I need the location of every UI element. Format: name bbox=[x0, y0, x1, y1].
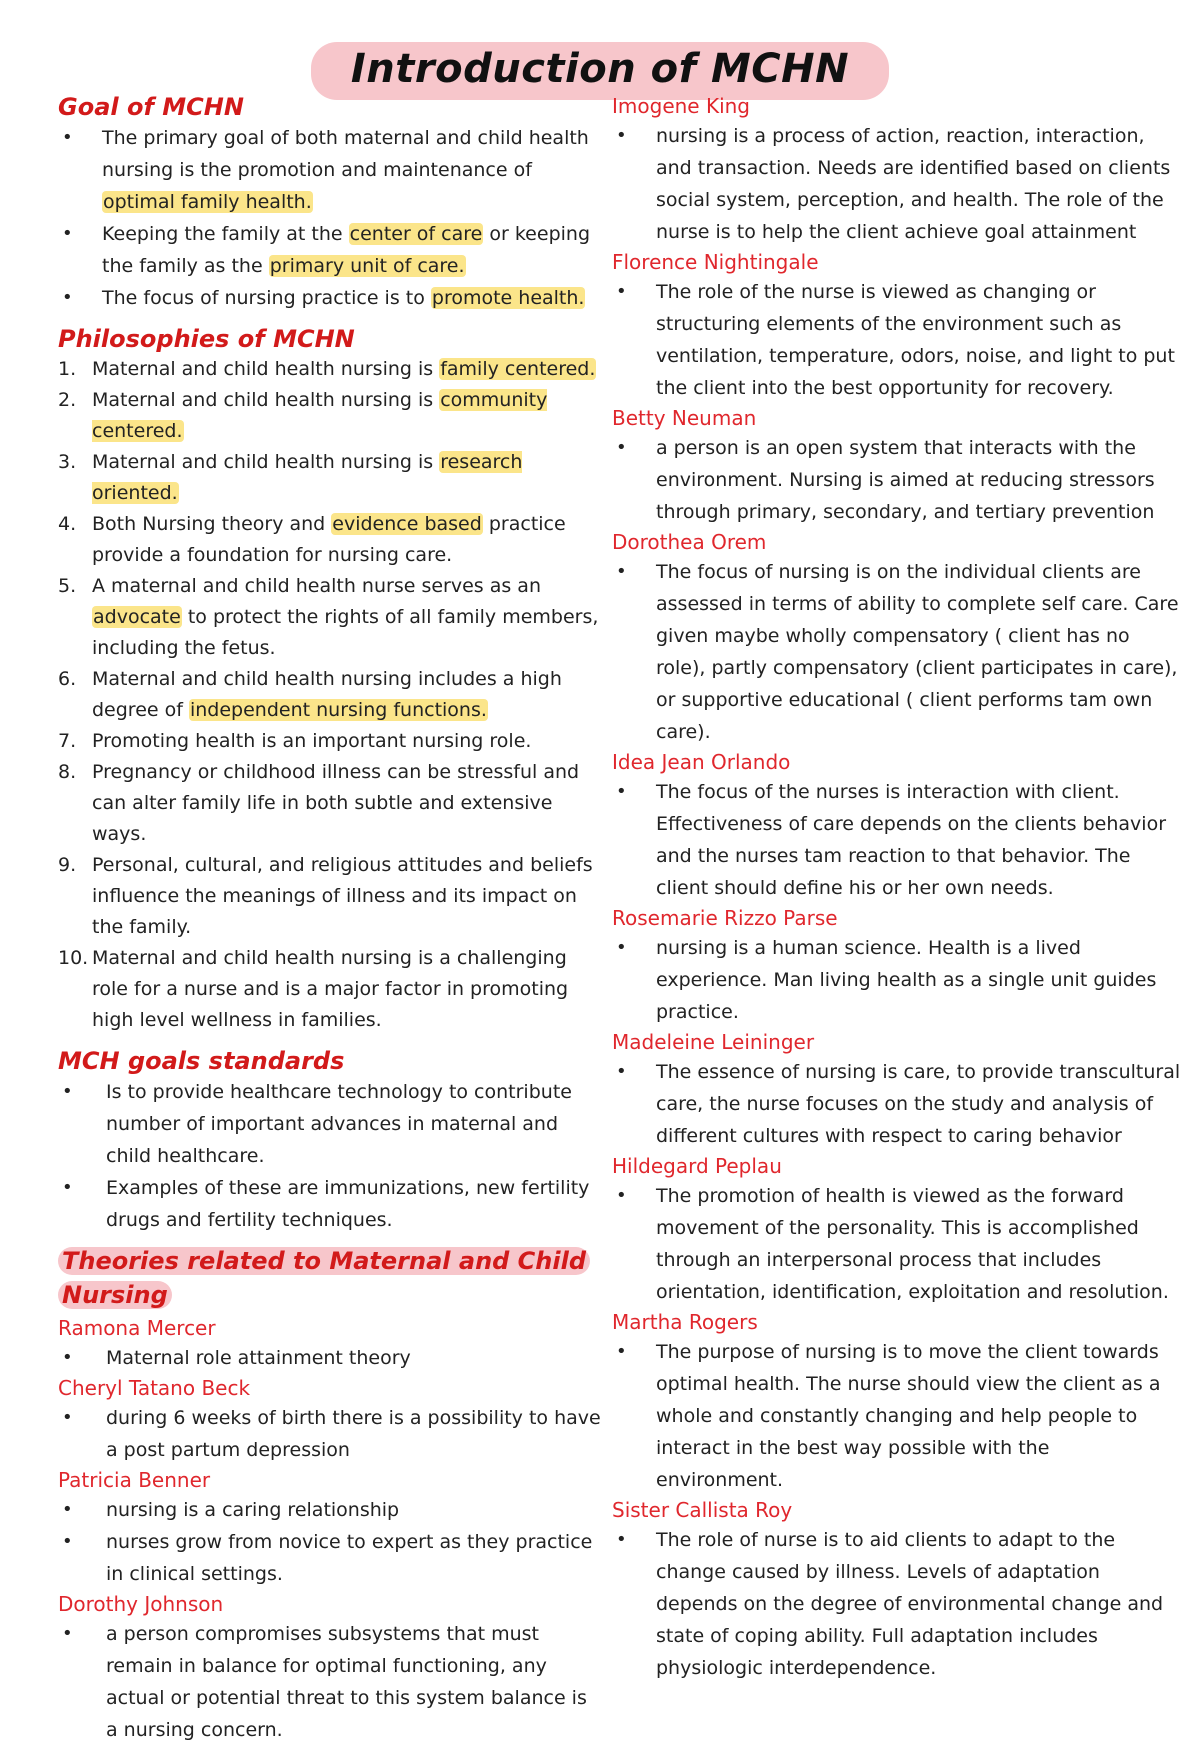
item-number: 5. bbox=[58, 575, 77, 597]
theorist-name: Cheryl Tatano Beck bbox=[58, 1376, 251, 1400]
theorist-name: Betty Neuman bbox=[612, 406, 757, 430]
highlight: community centered. bbox=[92, 389, 548, 442]
highlight: independent nursing functions. bbox=[189, 699, 487, 721]
list-item bbox=[58, 447, 603, 509]
list-item: • nursing is a process of action, reaction, interaction, and transaction. Needs are identified based on clients social system, perception, and health. The role of the nurse is to help the client achieve goal attainment bbox=[612, 120, 1182, 248]
item-number: 8. bbox=[58, 761, 77, 783]
standards-list bbox=[58, 1076, 603, 1236]
list-item: • The purpose of nursing is to move the client towards optimal health. The nurse should view the client as a whole and constantly changing and help people to interact in the best way possible with the environment. bbox=[612, 1336, 1182, 1496]
text: to protect the rights of all family members, including the fetus. bbox=[92, 606, 599, 659]
list-item bbox=[58, 757, 603, 850]
list-item: • The role of nurse is to aid clients to adapt to the change caused by illness. Levels of adaptation depends on the degree of environmental change and state of coping ability. Full adaptation includes physiologic interdependence. bbox=[612, 1524, 1182, 1684]
item-number: 10. bbox=[58, 947, 89, 969]
theorist-name: Ramona Mercer bbox=[58, 1316, 216, 1340]
theorist-name: Imogene King bbox=[612, 94, 750, 118]
highlight: advocate bbox=[93, 606, 181, 628]
right-column bbox=[612, 92, 1182, 1684]
text: or keeping the family as the bbox=[102, 223, 591, 277]
item-number: 6. bbox=[58, 668, 77, 690]
list-item bbox=[58, 218, 603, 282]
theorist-list bbox=[58, 1342, 603, 1374]
theorist-name: Dorothy Johnson bbox=[58, 1592, 224, 1616]
list-item bbox=[58, 282, 603, 314]
philosophies-list bbox=[58, 354, 603, 1036]
text: Promoting health is an important nursing role. bbox=[92, 730, 532, 752]
list-item: • nurses grow from novice to expert as they practice in clinical settings. bbox=[58, 1526, 603, 1590]
list-item: • nursing is a human science. Health is a lived experience. Man living health as a single unit guides practice. bbox=[612, 932, 1182, 1028]
item-number: 4. bbox=[58, 513, 77, 535]
text: The focus of nursing practice is to bbox=[102, 287, 431, 309]
highlight: evidence based bbox=[332, 513, 482, 535]
highlight: family centered. bbox=[440, 358, 596, 380]
item-number: 7. bbox=[58, 730, 77, 752]
theories-heading-wrap bbox=[58, 1246, 603, 1314]
goal-list bbox=[58, 122, 603, 314]
list-item bbox=[58, 850, 603, 943]
item-number: 2. bbox=[58, 389, 77, 411]
list-item: • during 6 weeks of birth there is a possibility to have a post partum depression bbox=[58, 1402, 603, 1466]
page-title: Introduction of MCHN bbox=[311, 42, 889, 100]
list-item bbox=[58, 354, 603, 385]
theorist-name: Hildegard Peplau bbox=[612, 1154, 782, 1178]
highlight: center of care bbox=[349, 223, 483, 245]
theorist-list bbox=[612, 556, 1182, 748]
list-item: • Examples of these are immunizations, new fertility drugs and fertility techniques. bbox=[58, 1172, 603, 1236]
theorist-list bbox=[612, 276, 1182, 404]
list-item: • Is to provide healthcare technology to contribute number of important advances in maternal and child healthcare. bbox=[58, 1076, 603, 1172]
goal-heading: Goal of MCHN bbox=[58, 93, 244, 121]
item-number: 9. bbox=[58, 854, 77, 876]
highlight: research oriented. bbox=[92, 451, 523, 504]
text: Maternal and child health nursing is bbox=[92, 389, 440, 411]
philosophies-heading: Philosophies of MCHN bbox=[58, 325, 355, 353]
item-number: 1. bbox=[58, 358, 77, 380]
list-item: • The role of the nurse is viewed as changing or structuring elements of the environment such as ventilation, temperature, odors, noise, and light to put the client into the best opportunity for recovery. bbox=[612, 276, 1182, 404]
theorist-name: Florence Nightingale bbox=[612, 250, 819, 274]
list-item: • nursing is a caring relationship bbox=[58, 1494, 603, 1526]
left-column bbox=[58, 92, 603, 1746]
theorist-name: Patricia Benner bbox=[58, 1468, 211, 1492]
theorist-list bbox=[612, 1180, 1182, 1308]
text: Pregnancy or childhood illness can be stressful and can alter family life in both subtle and extensive ways. bbox=[92, 761, 580, 845]
theorist-name: Madeleine Leininger bbox=[612, 1030, 815, 1054]
list-item: • The promotion of health is viewed as the forward movement of the personality. This is accomplished through an interpersonal process that includes orientation, identification, exploitation and resolution. bbox=[612, 1180, 1182, 1308]
text: The primary goal of both maternal and child health nursing is the promotion and maintenance of bbox=[102, 127, 589, 181]
item-number: 3. bbox=[58, 451, 77, 473]
list-item: • The essence of nursing is care, to provide transcultural care, the nurse focuses on the study and analysis of different cultures with respect to caring behavior bbox=[612, 1056, 1182, 1152]
text: A maternal and child health nurse serves as an bbox=[92, 575, 541, 597]
list-item bbox=[58, 571, 603, 664]
theorist-list bbox=[612, 432, 1182, 528]
list-item bbox=[58, 385, 603, 447]
theorist-list bbox=[612, 1336, 1182, 1496]
list-item: • a person is an open system that interacts with the environment. Nursing is aimed at reducing stressors through primary, secondary, and tertiary prevention bbox=[612, 432, 1182, 528]
theorist-name: Sister Callista Roy bbox=[612, 1498, 793, 1522]
list-item bbox=[58, 509, 603, 571]
text: Personal, cultural, and religious attitudes and beliefs influence the meanings of illness and its impact on the family. bbox=[92, 854, 593, 938]
theorist-list bbox=[612, 932, 1182, 1028]
theorist-name: Dorothea Orem bbox=[612, 530, 767, 554]
highlight: primary unit of care. bbox=[269, 255, 465, 277]
theorist-list bbox=[612, 1524, 1182, 1684]
standards-heading: MCH goals standards bbox=[58, 1047, 345, 1075]
text: practice provide a foundation for nursing care. bbox=[92, 513, 566, 566]
list-item bbox=[58, 726, 603, 757]
theorist-list bbox=[58, 1402, 603, 1466]
theorist-list bbox=[58, 1494, 603, 1590]
text: Maternal and child health nursing includes a high degree of bbox=[92, 668, 562, 721]
text: Maternal and child health nursing is bbox=[92, 358, 440, 380]
list-item bbox=[58, 943, 603, 1036]
theories-heading: Theories related to Maternal and Child Nursing bbox=[58, 1247, 590, 1309]
list-item: • The focus of the nurses is interaction with client. Effectiveness of care depends on the clients behavior and the nurses tam reaction to that behavior. The client should define his or her own needs. bbox=[612, 776, 1182, 904]
highlight: optimal family health. bbox=[103, 191, 312, 213]
theorist-list bbox=[58, 1618, 603, 1746]
theorist-name: Idea Jean Orlando bbox=[612, 750, 791, 774]
theorist-list bbox=[612, 1056, 1182, 1152]
text: Keeping the family at the bbox=[102, 223, 349, 245]
list-item bbox=[58, 664, 603, 726]
theorist-list bbox=[612, 120, 1182, 248]
list-item: • The focus of nursing is on the individual clients are assessed in terms of ability to complete self care. Care given maybe wholly compensatory ( client has no role), partly compensatory (client participates in care), or supportive educational ( client performs tam own care). bbox=[612, 556, 1182, 748]
text: Maternal and child health nursing is a challenging role for a nurse and is a major factor in promoting high level wellness in families. bbox=[92, 947, 569, 1031]
text: Maternal and child health nursing is bbox=[92, 451, 440, 473]
theorist-name: Rosemarie Rizzo Parse bbox=[612, 906, 838, 930]
highlight: promote health. bbox=[431, 287, 585, 309]
list-item: • a person compromises subsystems that must remain in balance for optimal functioning, any actual or potential threat to this system balance is a nursing concern. bbox=[58, 1618, 603, 1746]
theorist-name: Martha Rogers bbox=[612, 1310, 758, 1334]
list-item: • Maternal role attainment theory bbox=[58, 1342, 603, 1374]
theorist-list bbox=[612, 776, 1182, 904]
list-item bbox=[58, 122, 603, 218]
text: Both Nursing theory and bbox=[92, 513, 332, 535]
